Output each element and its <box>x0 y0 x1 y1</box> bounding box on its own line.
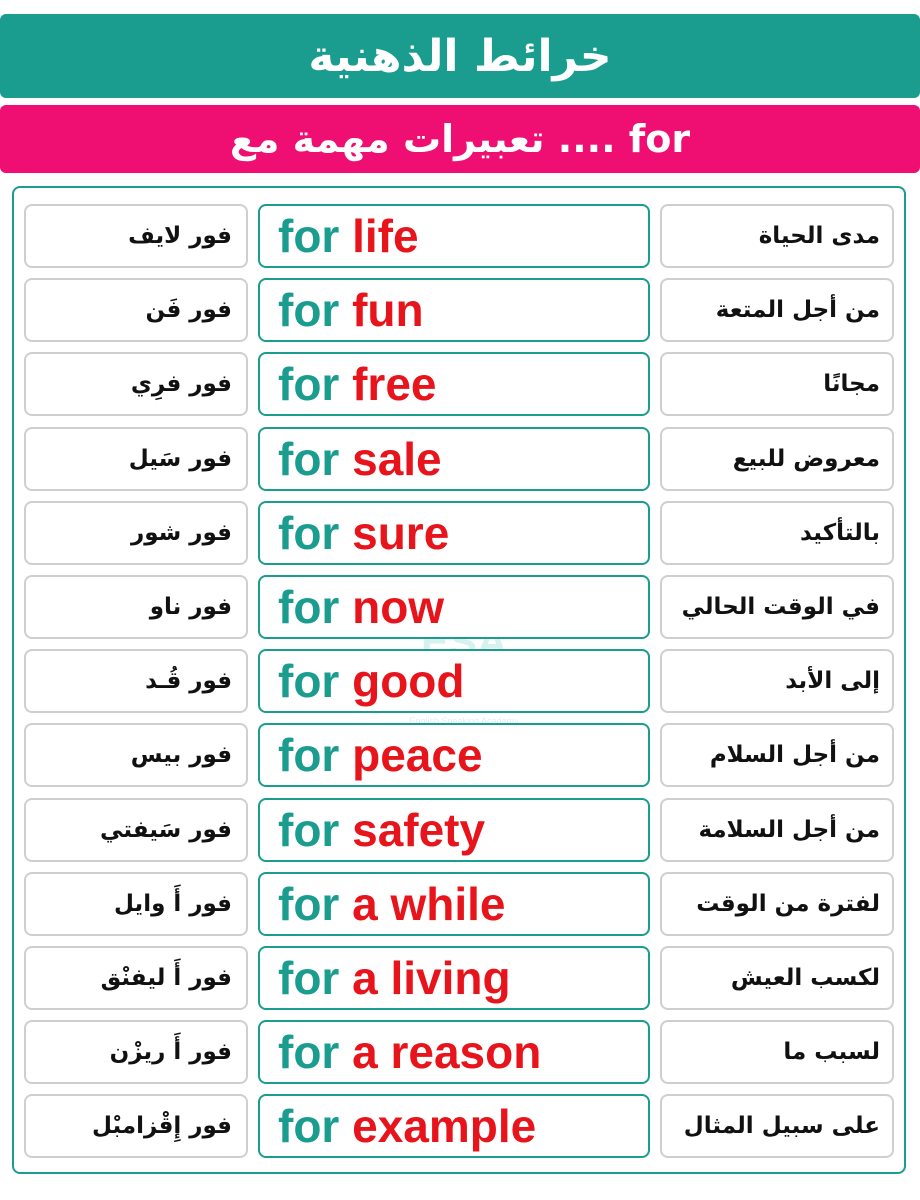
meaning-text: معروض للبيع <box>732 446 880 472</box>
pronunciation-cell <box>24 427 248 491</box>
expression-text <box>278 804 486 856</box>
watermark-tagline: English Speaking Academy <box>409 716 519 726</box>
expression-word-object: now <box>352 581 445 633</box>
expression-row <box>0 427 920 491</box>
title-banner <box>0 14 920 98</box>
meaning-text: لسبب ما <box>783 1039 880 1065</box>
expression-cell <box>258 946 650 1010</box>
pronunciation-cell <box>24 278 248 342</box>
expression-word-for: for <box>278 1026 340 1078</box>
expression-row <box>0 278 920 342</box>
expression-word-object: life <box>352 210 419 262</box>
expression-row <box>0 872 920 936</box>
meaning-text: لفترة من الوقت <box>696 891 880 917</box>
expression-cell <box>258 723 650 787</box>
pronunciation-text: فور لايف <box>128 223 232 249</box>
meaning-cell <box>660 1020 894 1084</box>
pronunciation-cell <box>24 204 248 268</box>
pronunciation-text: فور إِقْزامبْل <box>91 1113 232 1139</box>
expression-word-for: for <box>278 581 340 633</box>
meaning-text: مجانًا <box>823 371 880 397</box>
meaning-text: على سبيل المثال <box>683 1113 880 1139</box>
expression-word-object: a while <box>352 878 506 930</box>
expression-word-for: for <box>278 952 340 1004</box>
pronunciation-cell <box>24 872 248 936</box>
expression-text <box>278 581 445 633</box>
expression-text <box>278 507 450 559</box>
expression-row <box>0 352 920 416</box>
meaning-cell <box>660 427 894 491</box>
expression-text <box>278 729 483 781</box>
meaning-cell <box>660 278 894 342</box>
expression-row <box>0 204 920 268</box>
meaning-text: من أجل المتعة <box>715 297 880 323</box>
expression-word-for: for <box>278 1100 340 1152</box>
expression-word-object: a reason <box>352 1026 542 1078</box>
pronunciation-cell <box>24 649 248 713</box>
expression-text <box>278 878 506 930</box>
expression-text <box>278 655 465 707</box>
expression-cell <box>258 204 650 268</box>
page-title: خرائط الذهنية <box>308 30 612 82</box>
pronunciation-text: فور ناو <box>149 594 232 620</box>
pronunciation-text: فور سَيفتي <box>100 817 232 843</box>
expression-word-for: for <box>278 729 340 781</box>
expression-row <box>0 649 920 713</box>
expression-row <box>0 1094 920 1158</box>
expression-text <box>278 433 442 485</box>
expression-cell <box>258 501 650 565</box>
expression-cell <box>258 798 650 862</box>
meaning-text: في الوقت الحالي <box>681 594 880 620</box>
meaning-cell <box>660 204 894 268</box>
expression-word-object: peace <box>352 729 483 781</box>
pronunciation-text: فور شور <box>130 520 232 546</box>
meaning-cell <box>660 1094 894 1158</box>
meaning-cell <box>660 501 894 565</box>
expression-word-object: example <box>352 1100 537 1152</box>
expression-cell <box>258 427 650 491</box>
expression-cell <box>258 278 650 342</box>
expression-word-for: for <box>278 284 340 336</box>
pronunciation-cell <box>24 1094 248 1158</box>
expression-row <box>0 501 920 565</box>
pronunciation-text: فور فَن <box>145 297 232 323</box>
expression-word-for: for <box>278 358 340 410</box>
pronunciation-text: فور فرِي <box>130 371 232 397</box>
subtitle-banner <box>0 105 920 173</box>
meaning-cell <box>660 649 894 713</box>
expression-cell <box>258 1094 650 1158</box>
pronunciation-cell <box>24 723 248 787</box>
meaning-cell <box>660 946 894 1010</box>
expression-text <box>278 1026 542 1078</box>
expression-row <box>0 1020 920 1084</box>
expression-text <box>278 358 437 410</box>
meaning-text: مدى الحياة <box>758 223 880 249</box>
expression-row <box>0 575 920 639</box>
expression-word-object: sale <box>352 433 442 485</box>
expression-word-object: free <box>352 358 437 410</box>
watermark-logo-text: ESA <box>420 618 508 665</box>
pronunciation-cell <box>24 352 248 416</box>
expression-word-for: for <box>278 433 340 485</box>
meaning-cell <box>660 798 894 862</box>
pronunciation-text: فور أَ ريزْن <box>109 1039 232 1065</box>
expression-cell <box>258 649 650 713</box>
meaning-cell <box>660 352 894 416</box>
expression-word-object: fun <box>352 284 424 336</box>
meaning-text: من أجل السلام <box>709 742 880 768</box>
meaning-text: بالتأكيد <box>800 520 880 546</box>
pronunciation-text: فور أَ ليفنْق <box>100 965 232 991</box>
expression-text <box>278 952 511 1004</box>
expression-word-for: for <box>278 210 340 262</box>
expression-word-for: for <box>278 804 340 856</box>
expression-word-object: safety <box>352 804 486 856</box>
meaning-cell <box>660 723 894 787</box>
pronunciation-text: فور أَ وايل <box>114 891 232 917</box>
expression-word-object: sure <box>352 507 450 559</box>
pronunciation-cell <box>24 1020 248 1084</box>
pronunciation-cell <box>24 798 248 862</box>
expression-row <box>0 798 920 862</box>
expression-word-object: good <box>352 655 465 707</box>
expression-cell <box>258 1020 650 1084</box>
meaning-text: من أجل السلامة <box>698 817 880 843</box>
expression-text <box>278 210 419 262</box>
page-subtitle: تعبيرات مهمة مع .... for <box>229 117 691 161</box>
expression-word-for: for <box>278 507 340 559</box>
meaning-cell <box>660 575 894 639</box>
expression-word-object: a living <box>352 952 511 1004</box>
pronunciation-text: فور قُـد <box>145 668 232 694</box>
pronunciation-cell <box>24 501 248 565</box>
pronunciation-cell <box>24 575 248 639</box>
expression-cell <box>258 575 650 639</box>
expression-cell <box>258 872 650 936</box>
pronunciation-cell <box>24 946 248 1010</box>
meaning-text: لكسب العيش <box>730 965 880 991</box>
pronunciation-text: فور بيس <box>130 742 232 768</box>
expression-text <box>278 1100 537 1152</box>
expression-row <box>0 946 920 1010</box>
pronunciation-text: فور سَيل <box>128 446 232 472</box>
expression-text <box>278 284 424 336</box>
expression-row <box>0 723 920 787</box>
meaning-cell <box>660 872 894 936</box>
expression-cell <box>258 352 650 416</box>
meaning-text: إلى الأبد <box>785 668 880 694</box>
expression-word-for: for <box>278 655 340 707</box>
expression-word-for: for <box>278 878 340 930</box>
